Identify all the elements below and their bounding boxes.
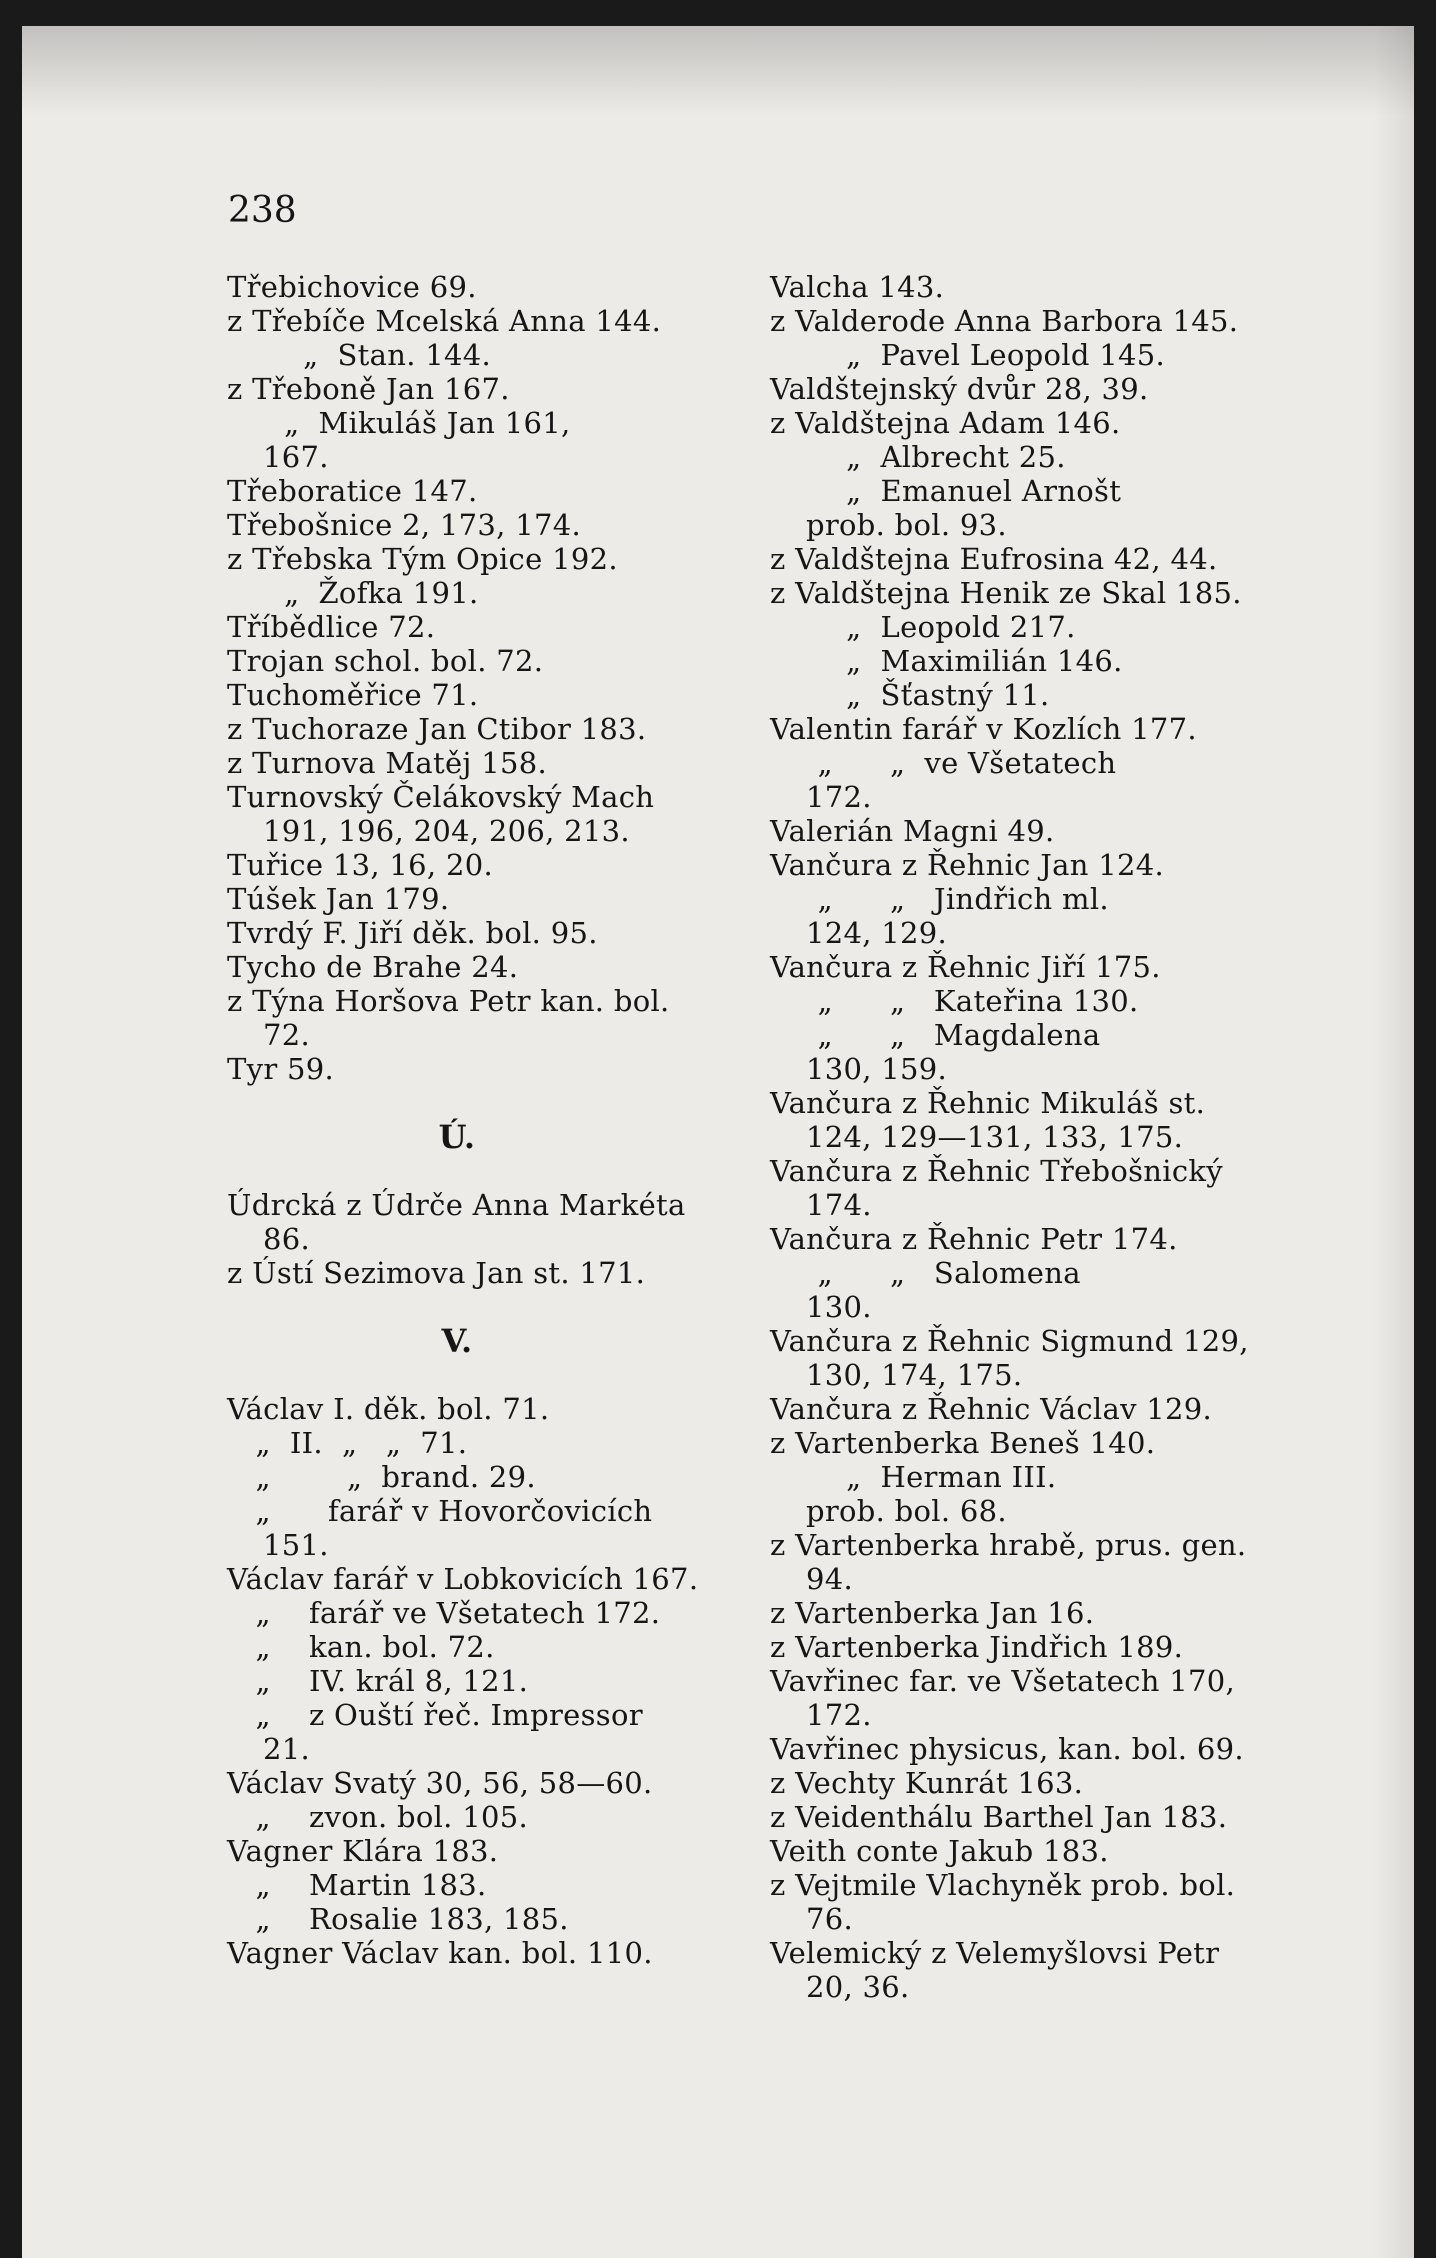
section-letter-heading: Ú. xyxy=(438,1118,476,1156)
index-entry-continuation: 172. xyxy=(806,780,872,814)
index-entry: „ farář v Hovorčovicích xyxy=(227,1494,653,1528)
index-entry: Valcha 143. xyxy=(770,270,945,304)
index-entry: z Vartenberka Jan 16. xyxy=(770,1596,1095,1630)
index-entry: „ „ Jindřich ml. xyxy=(770,882,1109,916)
index-entry: Třebošnice 2, 173, 174. xyxy=(227,508,581,542)
index-entry: Velemický z Velemyšlovsi Petr xyxy=(770,1936,1220,1970)
index-entry: „ Herman III. xyxy=(770,1460,1057,1494)
index-entry-continuation: 172. xyxy=(806,1698,872,1732)
spacer xyxy=(227,1358,787,1392)
index-entry: Vagner Václav kan. bol. 110. xyxy=(227,1936,653,1970)
index-entry: „ Rosalie 183, 185. xyxy=(227,1902,569,1936)
index-entry: z Vechty Kunrát 163. xyxy=(770,1766,1084,1800)
index-entry: Trojan schol. bol. 72. xyxy=(227,644,544,678)
index-entry: z Ústí Sezimova Jan st. 171. xyxy=(227,1256,646,1290)
index-entry: „ z Ouští řeč. Impressor xyxy=(227,1698,643,1732)
index-entry: Vančura z Řehnic Jan 124. xyxy=(770,848,1165,882)
section-letter-heading: V. xyxy=(441,1322,473,1360)
index-entry: Třeboratice 147. xyxy=(227,474,478,508)
index-entry: Tuchoměřice 71. xyxy=(227,678,479,712)
index-entry-continuation: 124, 129. xyxy=(806,916,948,950)
index-entry: Veith conte Jakub 183. xyxy=(770,1834,1109,1868)
index-entry: „ IV. král 8, 121. xyxy=(227,1664,529,1698)
index-entry: z Tuchoraze Jan Ctibor 183. xyxy=(227,712,647,746)
index-entry: Túšek Jan 179. xyxy=(227,882,450,916)
index-entry: „ farář ve Všetatech 172. xyxy=(227,1596,661,1630)
index-entry: z Valdštejna Eufrosina 42, 44. xyxy=(770,542,1218,576)
index-entry: „ Žofka 191. xyxy=(227,576,479,610)
index-entry: z Třeboně Jan 167. xyxy=(227,372,510,406)
index-entry: „ Maximilián 146. xyxy=(770,644,1123,678)
index-entry: Vavřinec physicus, kan. bol. 69. xyxy=(770,1732,1244,1766)
index-entry: Valerián Magni 49. xyxy=(770,814,1055,848)
index-entry: z Veidenthálu Barthel Jan 183. xyxy=(770,1800,1228,1834)
index-entry: „ Albrecht 25. xyxy=(770,440,1066,474)
index-entry: Vančura z Řehnic Sigmund 129, xyxy=(770,1324,1249,1358)
index-entry: Vančura z Řehnic Třebošnický xyxy=(770,1154,1223,1188)
index-entry-continuation: 191, 196, 204, 206, 213. xyxy=(263,814,630,848)
index-entry: z Třebíče Mcelská Anna 144. xyxy=(227,304,662,338)
page-top-shadow xyxy=(22,26,1414,116)
index-entry: „ II. „ „ 71. xyxy=(227,1426,468,1460)
index-entry: Vančura z Řehnic Mikuláš st. xyxy=(770,1086,1206,1120)
index-entry: z Valdštejna Adam 146. xyxy=(770,406,1121,440)
index-entry-continuation: 130, 159. xyxy=(806,1052,948,1086)
index-entry-continuation: 76. xyxy=(806,1902,854,1936)
index-entry: Údrcká z Údrče Anna Markéta xyxy=(227,1188,686,1222)
index-entry: „ Leopold 217. xyxy=(770,610,1076,644)
index-entry-continuation: prob. bol. 93. xyxy=(806,508,1007,542)
index-entry: Turnovský Čelákovský Mach xyxy=(227,780,655,814)
index-entry: Václav I. děk. bol. 71. xyxy=(227,1392,550,1426)
index-entry-continuation: 94. xyxy=(806,1562,854,1596)
index-entry: Václav farář v Lobkovicích 167. xyxy=(227,1562,699,1596)
index-entry: „ kan. bol. 72. xyxy=(227,1630,495,1664)
index-entry: Valentin farář v Kozlích 177. xyxy=(770,712,1197,746)
index-entry-continuation: 167. xyxy=(263,440,329,474)
index-entry: „ Šťastný 11. xyxy=(770,678,1050,712)
index-entry: Vančura z Řehnic Petr 174. xyxy=(770,1222,1178,1256)
index-entry-continuation: 124, 129—131, 133, 175. xyxy=(806,1120,1184,1154)
index-entry: „ „ Magdalena xyxy=(770,1018,1101,1052)
index-column-right xyxy=(770,270,1330,2004)
index-entry: Václav Svatý 30, 56, 58—60. xyxy=(227,1766,653,1800)
index-entry: „ Martin 183. xyxy=(227,1868,487,1902)
index-entry: Vančura z Řehnic Jiří 175. xyxy=(770,950,1161,984)
index-entry-continuation: 21. xyxy=(263,1732,311,1766)
index-entry: Vavřinec far. ve Všetatech 170, xyxy=(770,1664,1236,1698)
index-entry: Tuřice 13, 16, 20. xyxy=(227,848,493,882)
scanned-page xyxy=(22,26,1414,2258)
index-entry-continuation: prob. bol. 68. xyxy=(806,1494,1007,1528)
index-entry: z Třebska Tým Opice 192. xyxy=(227,542,618,576)
spacer xyxy=(227,1290,787,1324)
index-entry: „ Mikuláš Jan 161, xyxy=(227,406,571,440)
index-entry-continuation: 130. xyxy=(806,1290,872,1324)
page-edge-shadow xyxy=(1374,26,1414,2258)
index-entry: „ Emanuel Arnošt xyxy=(770,474,1122,508)
page-number: 238 xyxy=(228,190,297,231)
index-entry: „ Stan. 144. xyxy=(227,338,492,372)
index-entry: Valdštejnský dvůr 28, 39. xyxy=(770,372,1149,406)
index-entry: z Valdštejna Henik ze Skal 185. xyxy=(770,576,1242,610)
index-entry-continuation: 174. xyxy=(806,1188,872,1222)
index-entry-continuation: 151. xyxy=(263,1528,329,1562)
index-entry: Tvrdý F. Jiří děk. bol. 95. xyxy=(227,916,598,950)
index-entry: „ „ Kateřina 130. xyxy=(770,984,1139,1018)
index-entry: z Turnova Matěj 158. xyxy=(227,746,547,780)
index-entry: „ zvon. bol. 105. xyxy=(227,1800,528,1834)
spacer xyxy=(227,1154,787,1188)
index-entry-continuation: 72. xyxy=(263,1018,311,1052)
index-entry: z Vartenberka Jindřich 189. xyxy=(770,1630,1184,1664)
index-entry: z Týna Horšova Petr kan. bol. xyxy=(227,984,670,1018)
index-entry: z Vartenberka hrabě, prus. gen. xyxy=(770,1528,1247,1562)
index-entry: Vagner Klára 183. xyxy=(227,1834,499,1868)
index-entry: Třebichovice 69. xyxy=(227,270,477,304)
index-entry: Vančura z Řehnic Václav 129. xyxy=(770,1392,1213,1426)
index-entry: Tříbědlice 72. xyxy=(227,610,436,644)
index-entry-continuation: 130, 174, 175. xyxy=(806,1358,1023,1392)
index-entry-continuation: 86. xyxy=(263,1222,311,1256)
index-entry: „ „ Salomena xyxy=(770,1256,1081,1290)
index-entry: Tycho de Brahe 24. xyxy=(227,950,519,984)
spacer xyxy=(227,1086,787,1120)
index-entry: „ „ ve Všetatech xyxy=(770,746,1117,780)
index-entry: z Vartenberka Beneš 140. xyxy=(770,1426,1156,1460)
index-entry: z Valderode Anna Barbora 145. xyxy=(770,304,1239,338)
index-entry: „ „ brand. 29. xyxy=(227,1460,536,1494)
index-entry: „ Pavel Leopold 145. xyxy=(770,338,1165,372)
index-column-left xyxy=(227,270,787,1970)
index-entry: z Vejtmile Vlachyněk prob. bol. xyxy=(770,1868,1236,1902)
index-entry-continuation: 20, 36. xyxy=(806,1970,910,2004)
index-entry: Tyr 59. xyxy=(227,1052,335,1086)
